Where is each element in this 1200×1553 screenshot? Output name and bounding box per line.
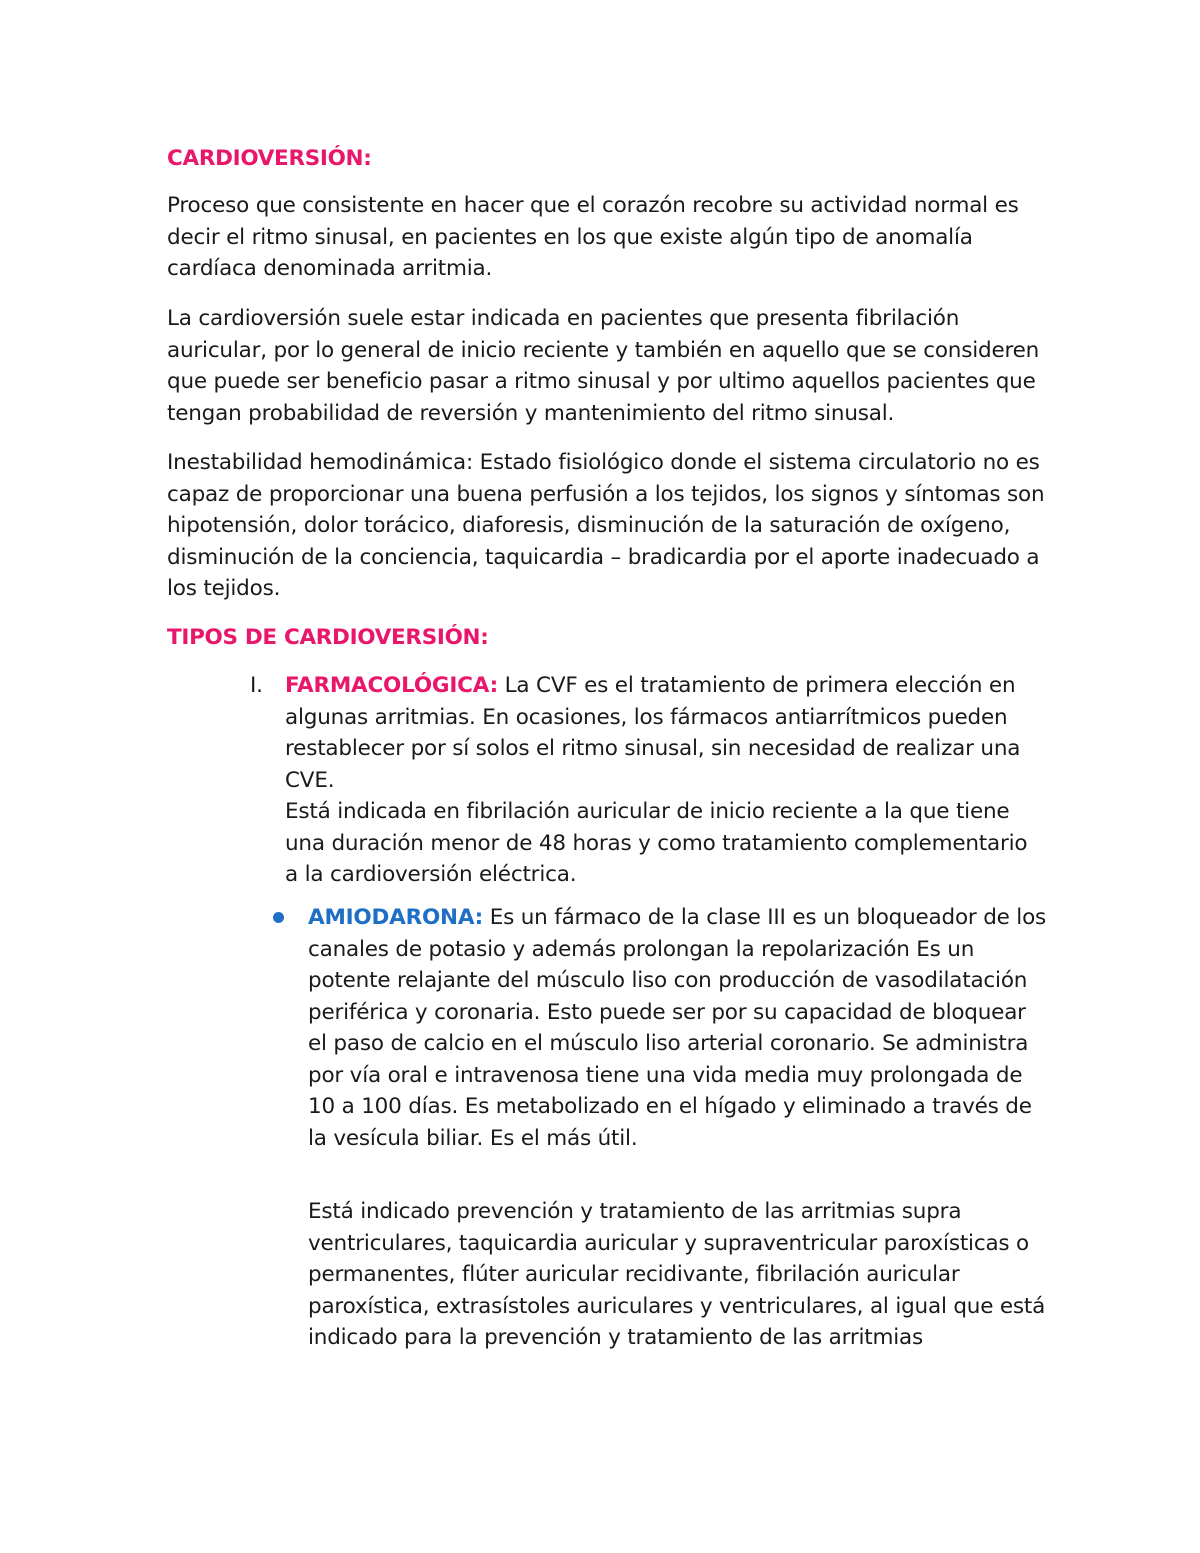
list-item-label: FARMACOLÓGICA:	[285, 673, 498, 698]
paragraph-definition: Proceso que consistente en hacer que el corazón recobre su actividad normal es decir el ritmo sinusal, en pacientes en los que existe algún tipo de anomalía cardíaca denominada arritmia.	[167, 193, 1019, 281]
bullet-item-text: Es un fármaco de la clase III es un bloqueador de los canales de potasio y además prolongan la repolarización Es un potente relajante del músculo liso con producción de vasodilatación periférica y coronaria. Esto puede ser por su capacidad de bloquear el paso de calcio en el músculo liso arterial coronario. Se administra por vía oral e intravenosa tiene una vida media muy prolongada de 10 a 100 días. Es metabolizado en el hígado y eliminado a través de la vesícula biliar. Es el más útil.	[308, 905, 1047, 1151]
paragraph-indications: La cardioversión suele estar indicada en pacientes que presenta fibrilación auricular, por lo general de inicio reciente y también en aquello que se consideren que puede ser beneficio pasar a ritmo sinusal y por ultimo aquellos pacientes que tengan probabilidad de reversión y mantenimiento del ritmo sinusal.	[167, 306, 1040, 426]
bullet-item-amiodarone	[308, 902, 1048, 1154]
list-item-pharmacological	[285, 670, 1045, 891]
list-item-text-2: Está indicada en fibrilación auricular de inicio reciente a la que tiene una duración menor de 48 horas y como tratamiento complementario a la cardioversión eléctrica.	[285, 799, 1028, 887]
bullet-item-text-2: Está indicado prevención y tratamiento de las arritmias supra ventriculares, taquicardia auricular y supraventricular paroxísticas o permanentes, flúter auricular recidivante, fibrilación auricular paroxística, extrasístoles auriculares y ventriculares, al igual que está indicado para la prevención y tratamiento de las arritmias	[308, 1199, 1046, 1350]
bullet-item-amiodarone-indications	[308, 1196, 1048, 1354]
main-heading: CARDIOVERSIÓN:	[167, 146, 372, 171]
paragraph-hemodynamic-instability: Inestabilidad hemodinámica: Estado fisiológico donde el sistema circulatorio no es capaz de proporcionar una buena perfusión a los tejidos, los signos y síntomas son hipotensión, dolor torácico, diaforesis, disminución de la saturación de oxígeno, disminución de la conciencia, taquicardia – bradicardia por el aporte inadecuado a los tejidos.	[167, 450, 1045, 601]
bullet-item-label: AMIODARONA:	[308, 905, 484, 930]
list-item-text: La CVF es el tratamiento de primera elección en algunas arritmias. En ocasiones, los fármacos antiarrítmicos pueden restablecer por sí solos el ritmo sinusal, sin necesidad de realizar una CVE.	[285, 673, 1021, 793]
types-heading: TIPOS DE CARDIOVERSIÓN:	[167, 625, 489, 650]
bullet-dot-icon	[273, 912, 284, 923]
list-number: I.	[250, 673, 263, 698]
